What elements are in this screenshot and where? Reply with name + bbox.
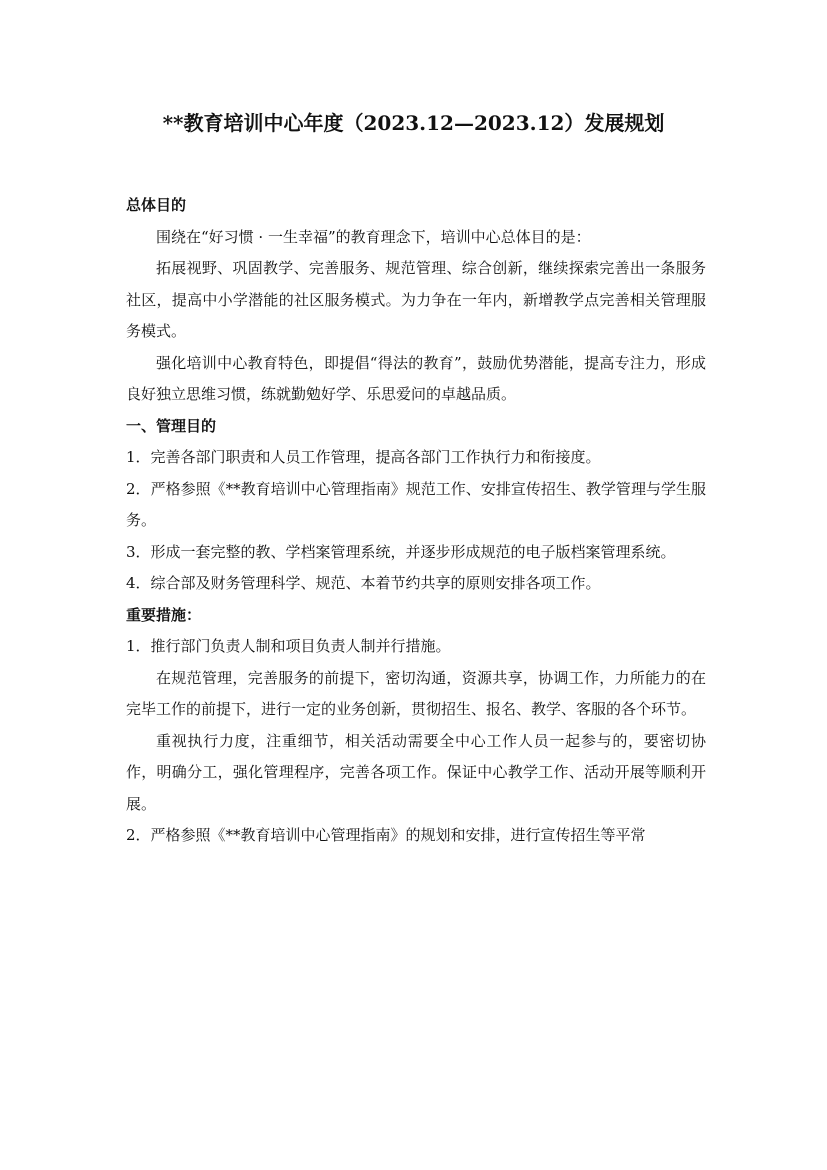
section-heading-overall-goal: 总体目的 [126, 196, 187, 214]
list-item: 2．严格参照《**教育培训中心管理指南》的规划和安排，进行宣传招生等平常 [126, 826, 646, 844]
list-item: 4．综合部及财务管理科学、规范、本着节约共享的原则安排各项工作。 [126, 574, 601, 592]
document-body [126, 190, 706, 852]
paragraph: 围绕在“好习惯 · 一生幸福”的教育理念下，培训中心总体目的是： [156, 227, 591, 246]
list-item: 1．推行部门负责人制和项目负责人制并行措施。 [126, 637, 451, 655]
paragraph: 重视执行力度，注重细节，相关活动需要全中心工作人员一起参与的，要密切协作，明确分工，强化管理程序，完善各项工作。保证中心教学工作、活动开展等顺利开展。 [126, 731, 706, 813]
paragraph: 强化培训中心教育特色，即提倡“得法的教育”，鼓励优势潜能，提高专注力，形成良好独立思维习惯，练就勤勉好学、乐思爱问的卓越品质。 [126, 353, 706, 403]
list-item: 3．形成一套完整的教、学档案管理系统，并逐步形成规范的电子版档案管理系统。 [126, 542, 676, 561]
list-item: 2．严格参照《**教育培训中心管理指南》规范工作、安排宣传招生、教学管理与学生服务。 [126, 479, 706, 529]
list-item: 1．完善各部门职责和人员工作管理，提高各部门工作执行力和衔接度。 [126, 448, 601, 466]
document-title: **教育培训中心年度（2023.12—2023.12）发展规划 [162, 111, 665, 135]
section-heading-management-goal: 一、管理目的 [126, 416, 217, 435]
paragraph: 在规范管理，完善服务的前提下，密切沟通，资源共享，协调工作，力所能力的在完毕工作的前提下，进行一定的业务创新，贯彻招生、报名、教学、客服的各个环节。 [126, 668, 706, 718]
section-heading-key-measures: 重要措施： [126, 605, 202, 624]
paragraph: 拓展视野、巩固教学、完善服务、规范管理、综合创新，继续探索完善出一条服务社区，提高中小学潜能的社区服务模式。为力争在一年内，新增教学点完善相关管理服务模式。 [126, 259, 706, 340]
